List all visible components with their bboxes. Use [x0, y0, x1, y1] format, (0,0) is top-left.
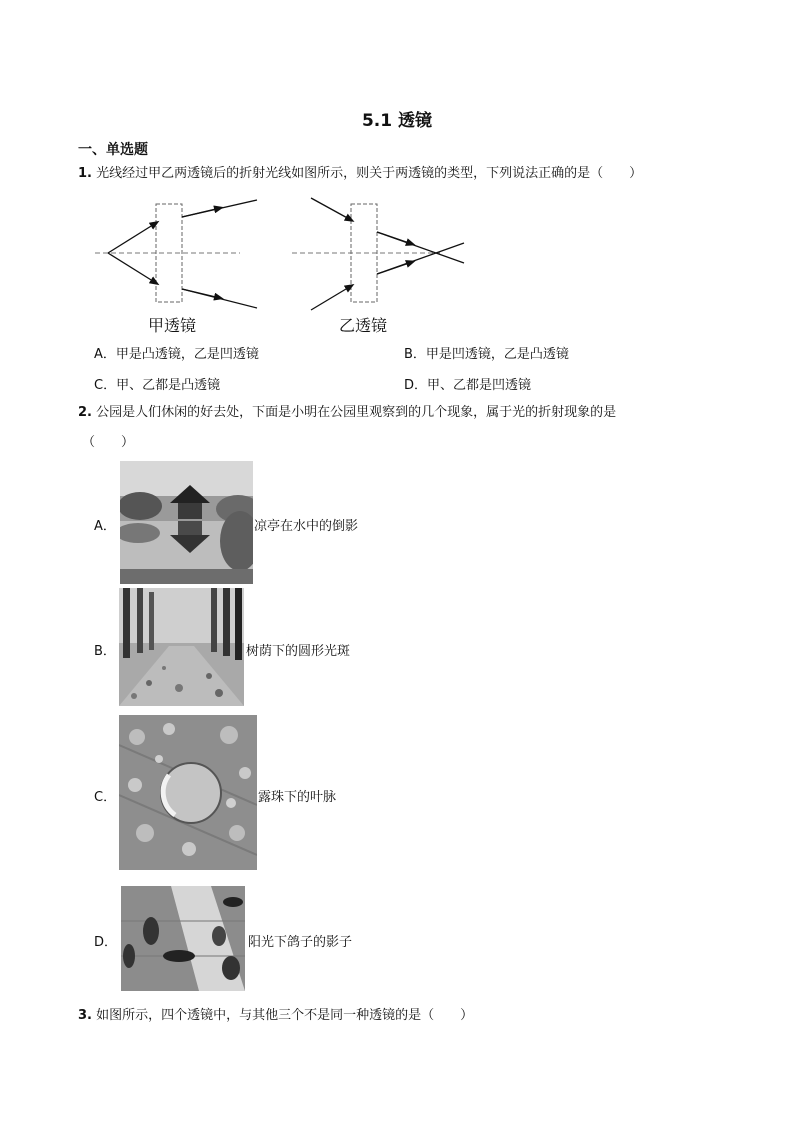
- section-heading: 一、单选题: [78, 142, 148, 158]
- question-text: 光线经过甲乙两透镜后的折射光线如图所示，则关于两透镜的类型，下列说法正确的是（ ）: [96, 166, 643, 181]
- option-b-text: 树荫下的圆形光斑: [246, 644, 351, 659]
- option-letter: D．: [404, 378, 428, 393]
- question-number: 1.: [78, 166, 92, 181]
- tree-shade-photo: [119, 588, 244, 706]
- page-title: 5.1 透镜: [361, 111, 433, 131]
- option-c-letter[interactable]: C．: [94, 790, 117, 805]
- option-text: 甲是凹透镜，乙是凸透镜: [425, 347, 569, 362]
- question-1: [78, 165, 642, 183]
- option-d-text: 阳光下鸽子的影子: [248, 935, 353, 950]
- option-a-letter[interactable]: A．: [94, 519, 116, 534]
- lens-yi-label: 乙透镜: [339, 316, 388, 335]
- option-c-text: 露珠下的叶脉: [258, 790, 337, 805]
- pavilion-reflection-photo: [120, 461, 253, 584]
- question-text: 公园是人们休闲的好去处，下面是小明在公园里观察到的几个现象，属于光的折射现象的是: [96, 405, 617, 420]
- lens-yi-diagram: [292, 198, 464, 310]
- option-text: 甲、乙都是凹透镜: [427, 378, 532, 393]
- option-d[interactable]: [404, 374, 531, 393]
- question-3: [78, 1007, 473, 1025]
- dewdrops-photo: [119, 715, 257, 870]
- lens-jia-diagram: [95, 200, 257, 308]
- option-d-letter[interactable]: D．: [94, 935, 118, 950]
- question-2-blank: （ ）: [82, 435, 135, 450]
- option-letter: B．: [404, 347, 426, 362]
- pigeons-photo: [121, 886, 245, 991]
- option-a-text: 凉亭在水中的倒影: [254, 519, 359, 534]
- lens-jia-label: 甲透镜: [148, 316, 197, 335]
- question-text: 如图所示，四个透镜中，与其他三个不是同一种透镜的是（ ）: [96, 1008, 474, 1023]
- option-text: 甲、乙都是凸透镜: [116, 378, 221, 393]
- question-number: 2.: [78, 405, 92, 420]
- question-2: [78, 404, 616, 422]
- option-letter: A．: [94, 347, 116, 362]
- question-number: 3.: [78, 1008, 92, 1023]
- option-b-letter[interactable]: B．: [94, 644, 116, 659]
- option-letter: C．: [94, 378, 117, 393]
- option-b[interactable]: [404, 343, 569, 362]
- option-text: 甲是凸透镜，乙是凹透镜: [115, 347, 259, 362]
- option-a[interactable]: [94, 343, 259, 362]
- option-c[interactable]: [94, 374, 220, 393]
